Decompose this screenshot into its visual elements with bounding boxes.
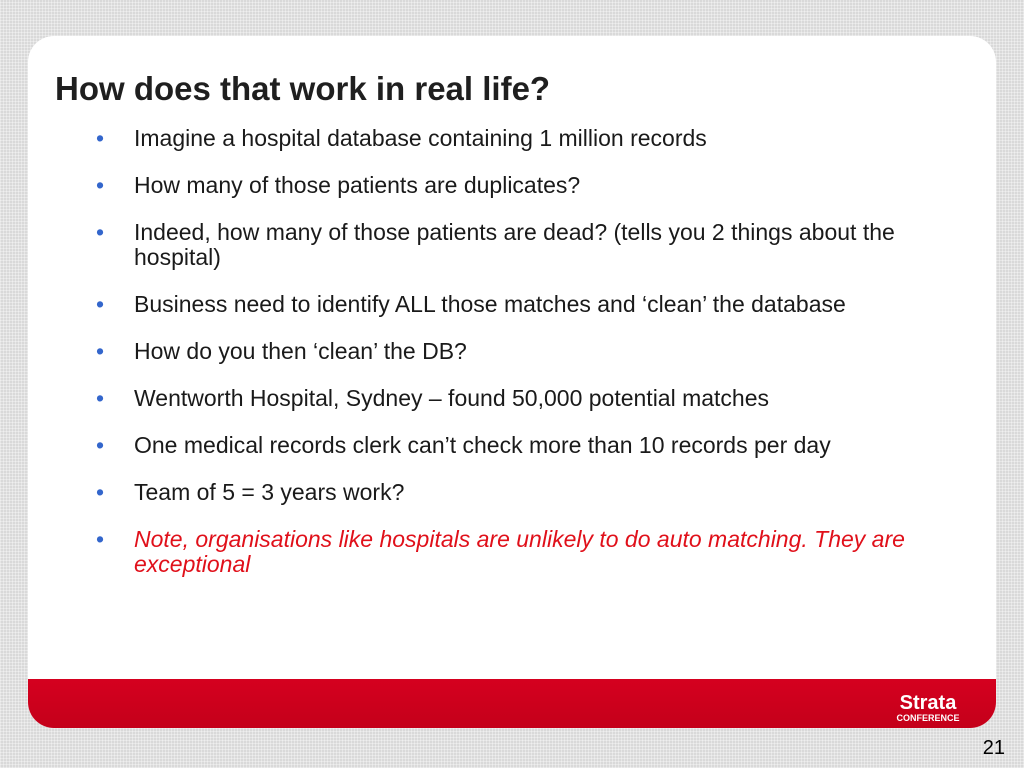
bullet-text: Indeed, how many of those patients are dead? (tells you 2 things about the hospital)	[134, 219, 895, 270]
slide-title: How does that work in real life?	[55, 70, 551, 107]
bullet-dot: •	[96, 385, 105, 411]
bullet-dot: •	[96, 172, 105, 198]
bullet-dot: •	[96, 291, 105, 317]
bullet-dot: •	[96, 338, 105, 364]
bullet-text: Business need to identify ALL those matches and ‘clean’ the database	[134, 291, 846, 317]
bullet-text: Note, organisations like hospitals are unlikely to do auto matching. They are exceptional	[134, 526, 905, 577]
bullet-item	[96, 220, 926, 270]
bullet-dot: •	[96, 219, 105, 245]
footer-band	[28, 679, 996, 728]
bullet-item	[96, 292, 926, 317]
bullet-item	[96, 480, 926, 505]
logo-subtitle: CONFERENCE	[896, 713, 960, 723]
bullet-dot: •	[96, 125, 105, 151]
bullet-item-note	[96, 527, 926, 577]
bullet-item	[96, 386, 926, 411]
bullet-text: Wentworth Hospital, Sydney – found 50,000 potential matches	[134, 385, 770, 411]
bullet-item	[96, 433, 926, 458]
bullet-text: Imagine a hospital database containing 1 million records	[134, 125, 707, 151]
bullet-dot: •	[96, 432, 105, 458]
bullet-text: How do you then ‘clean’ the DB?	[134, 338, 467, 364]
slide	[28, 36, 996, 728]
bullet-text: One medical records clerk can’t check more than 10 records per day	[134, 432, 831, 458]
strata-conference-logo	[888, 689, 968, 725]
bullet-list	[96, 126, 926, 599]
bullet-dot: •	[96, 479, 105, 505]
page-number: 21	[982, 737, 1005, 759]
bullet-text: Team of 5 = 3 years work?	[134, 479, 405, 505]
bullet-item	[96, 173, 926, 198]
bullet-text: How many of those patients are duplicates?	[134, 172, 581, 198]
logo-wordmark: Strata	[899, 692, 957, 714]
bullet-item	[96, 126, 926, 151]
bullet-dot: •	[96, 526, 105, 552]
bullet-item	[96, 339, 926, 364]
